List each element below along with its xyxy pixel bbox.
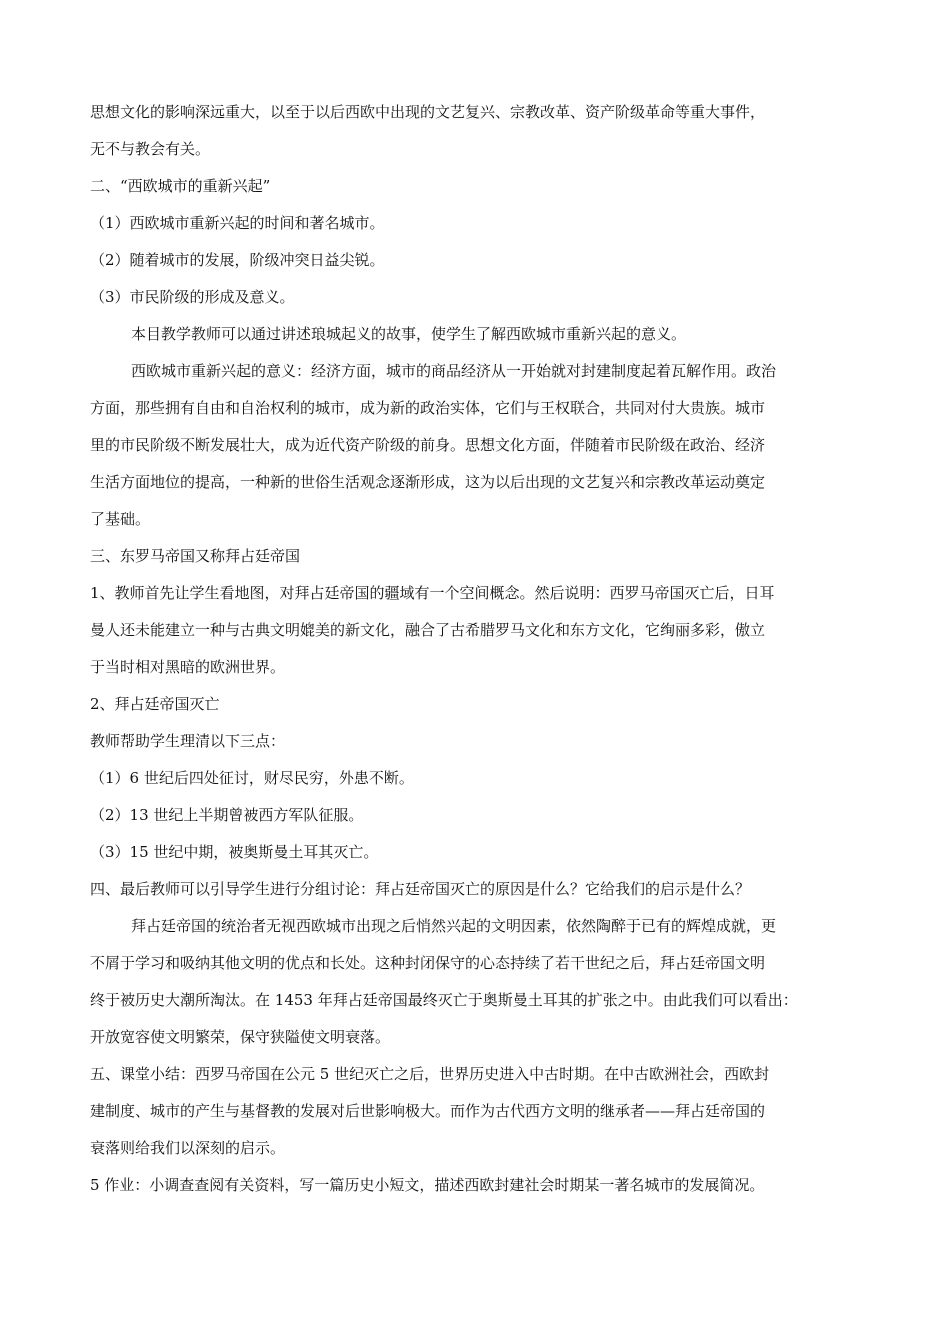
text-line: 2、拜占廷帝国灭亡	[90, 695, 220, 713]
text-line: 终于被历史大潮所淘汰。在 1453 年拜占廷帝国最终灭亡于奥斯曼土耳其的扩张之中。由此我们可以看出：	[90, 991, 798, 1009]
text-line: 拜占廷帝国的统治者无视西欧城市出现之后悄然兴起的文明因素，依然陶醉于已有的辉煌成就，更	[131, 917, 777, 935]
text-line: 教师帮助学生理清以下三点：	[90, 732, 286, 750]
text-line: 里的市民阶级不断发展壮大，成为近代资产阶级的前身。思想文化方面，伴随着市民阶级在政治、经济	[90, 436, 766, 454]
text-line: 四、最后教师可以引导学生进行分组讨论：拜占廷帝国灭亡的原因是什么？它给我们的启示是什么？	[90, 880, 751, 898]
text-line: 二、“西欧城市的重新兴起”	[90, 177, 271, 195]
text-line: 了基础。	[90, 510, 151, 528]
text-line: 生活方面地位的提高，一种新的世俗生活观念逐渐形成，这为以后出现的文艺复兴和宗教改革运动奠定	[90, 473, 766, 491]
text-line: 衰落则给我们以深刻的启示。	[90, 1139, 286, 1157]
text-line: （1）6 世纪后四处征讨，财尽民穷，外患不断。	[90, 769, 414, 787]
text-line: 无不与教会有关。	[90, 140, 211, 158]
text-line: 建制度、城市的产生与基督教的发展对后世影响极大。而作为古代西方文明的继承者——拜占廷帝国的	[90, 1102, 766, 1120]
text-line: （1）西欧城市重新兴起的时间和著名城市。	[90, 214, 385, 232]
text-line: 1、教师首先让学生看地图，对拜占廷帝国的疆域有一个空间概念。然后说明：西罗马帝国灭亡后，日耳	[90, 584, 775, 602]
text-line: 曼人还未能建立一种与古典文明媲美的新文化，融合了古希腊罗马文化和东方文化，它绚丽多彩，傲立	[90, 621, 766, 639]
text-line: 三、东罗马帝国又称拜占廷帝国	[90, 547, 301, 565]
document-page	[90, 94, 866, 1204]
text-line: 开放宽容使文明繁荣，保守狭隘使文明衰落。	[90, 1028, 391, 1046]
text-line: （2）13 世纪上半期曾被西方军队征服。	[90, 806, 364, 824]
document-body	[90, 94, 866, 1204]
text-line: 5 作业：小调查查阅有关资料，写一篇历史小短文，描述西欧封建社会时期某一著名城市的发展简况。	[90, 1176, 765, 1194]
text-line: 思想文化的影响深远重大，以至于以后西欧中出现的文艺复兴、宗教改革、资产阶级革命等重大事件，	[90, 103, 766, 121]
text-line: 西欧城市重新兴起的意义：经济方面，城市的商品经济从一开始就对封建制度起着瓦解作用。政治	[131, 362, 777, 380]
text-line: 本目教学教师可以通过讲述琅城起义的故事，使学生了解西欧城市重新兴起的意义。	[131, 325, 687, 343]
text-line: 于当时相对黑暗的欧洲世界。	[90, 658, 286, 676]
text-line: （2）随着城市的发展，阶级冲突日益尖锐。	[90, 251, 385, 269]
text-line: （3）市民阶级的形成及意义。	[90, 288, 295, 306]
text-line: 方面，那些拥有自由和自治权利的城市，成为新的政治实体，它们与王权联合，共同对付大贵族。城市	[90, 399, 766, 417]
text-line: （3）15 世纪中期，被奥斯曼土耳其灭亡。	[90, 843, 379, 861]
text-line: 不屑于学习和吸纳其他文明的优点和长处。这种封闭保守的心态持续了若干世纪之后，拜占廷帝国文明	[90, 954, 766, 972]
text-line: 五、课堂小结：西罗马帝国在公元 5 世纪灭亡之后，世界历史进入中古时期。在中古欧洲社会，西欧封	[90, 1065, 770, 1083]
